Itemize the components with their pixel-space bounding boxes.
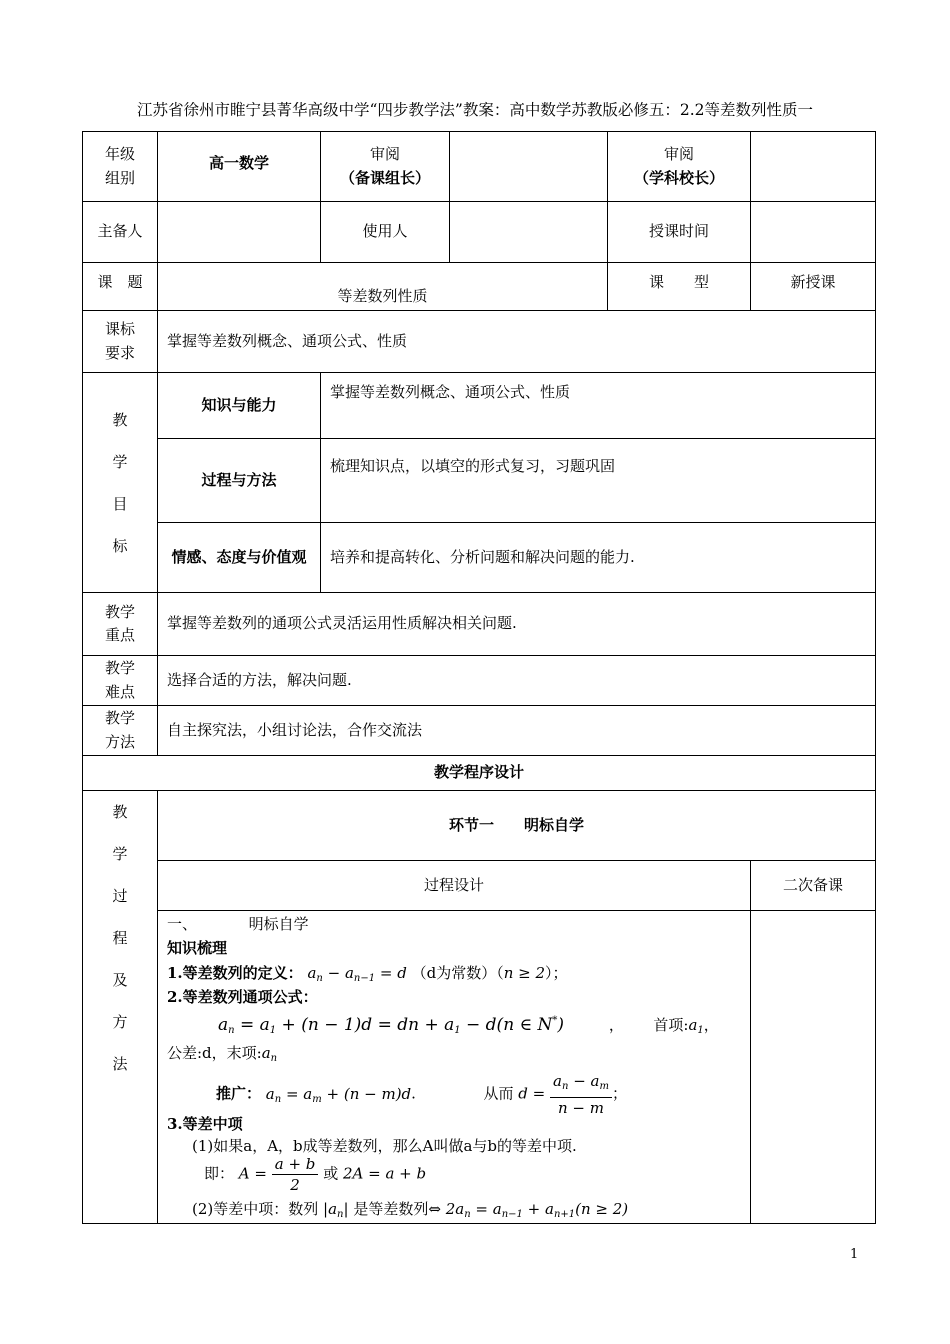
program-title: 教学程序设计 xyxy=(83,756,876,791)
topic-value: 等差数列性质 xyxy=(158,263,608,311)
knowledge-summary-heading: 知识梳理 xyxy=(167,939,228,957)
row-preparer xyxy=(83,202,876,263)
goal-knowledge-value: 掌握等差数列概念、通项公式、性质 xyxy=(321,373,876,439)
review-principal-label: 审阅 （学科校长） xyxy=(608,132,751,202)
section-number: 一、 xyxy=(167,915,198,933)
process-label: 教 学 过 程 及 方 法 xyxy=(83,791,158,1224)
row-difficulty xyxy=(83,656,876,706)
goals-label: 教 学 目 标 xyxy=(83,373,158,593)
section-title: 明标自学 xyxy=(248,915,309,933)
difficulty-value: 选择合适的方法，解决问题. xyxy=(158,656,876,706)
goal-process-label: 过程与方法 xyxy=(158,439,321,523)
generalization-line: 推广： $a_n = a_m + (n - m)d$. 从而 d = $\frac{a_n - a_m}{n - m}$ ； xyxy=(216,1072,627,1117)
curriculum-label: 课标 要求 xyxy=(83,311,158,373)
arithmetic-mean-formula: 即： A = $\frac{a + b}{2}$ 或 2A = a + b xyxy=(204,1155,427,1194)
row-goal-emotion xyxy=(83,523,876,593)
time-value xyxy=(751,202,876,263)
curriculum-value: 掌握等差数列概念、通项公式、性质 xyxy=(158,311,876,373)
arithmetic-mean-def: (1)如果a，A，b成等差数列，那么A叫做a与b的等差中项. xyxy=(192,1137,577,1155)
preparer-label: 主备人 xyxy=(83,202,158,263)
type-value: 新授课 xyxy=(751,263,876,311)
difficulty-label: 教学 难点 xyxy=(83,656,158,706)
goal-process-value: 梳理知识点，以填空的形式复习，习题巩固 xyxy=(321,439,876,523)
arithmetic-mean-criterion: (2)等差中项：数列 $|a_n|$ 是等差数列⇔ $2a_n = a_{n-1} + a_{n+1}(n \ge 2)$ xyxy=(192,1200,629,1220)
row-process-headers xyxy=(83,861,876,911)
lesson-plan-table xyxy=(82,131,876,1224)
user-label: 使用人 xyxy=(321,202,450,263)
row-method xyxy=(83,706,876,756)
arithmetic-mean-heading: 3.等差中项 xyxy=(167,1115,243,1133)
key-point-label: 教学 重点 xyxy=(83,593,158,656)
stage-title: 环节一 明标自学 xyxy=(158,791,876,861)
col-process-design: 过程设计 xyxy=(158,861,751,911)
row-grade xyxy=(83,132,876,202)
type-label: 课 型 xyxy=(608,263,751,311)
user-value xyxy=(450,202,608,263)
row-curriculum xyxy=(83,311,876,373)
key-point-value: 掌握等差数列的通项公式灵活运用性质解决相关问题. xyxy=(158,593,876,656)
preparer-value xyxy=(158,202,321,263)
grade-label: 年级 组别 xyxy=(83,132,158,202)
row-process-content xyxy=(83,911,876,1224)
grade-value: 高一数学 xyxy=(158,132,321,202)
row-goal-knowledge xyxy=(83,373,876,439)
review-group-leader-label: 审阅 （备课组长） xyxy=(321,132,450,202)
common-difference-line: 公差:d，末项$:a_n$ xyxy=(167,1044,278,1064)
process-design-content xyxy=(158,911,751,1224)
goal-knowledge-label: 知识与能力 xyxy=(158,373,321,439)
second-prep-content xyxy=(751,911,876,1224)
review-principal-value xyxy=(751,132,876,202)
goal-emotion-label: 情感、态度与价值观 xyxy=(158,523,321,593)
method-value: 自主探究法，小组讨论法，合作交流法 xyxy=(158,706,876,756)
method-label: 教学 方法 xyxy=(83,706,158,756)
row-stage xyxy=(83,791,876,861)
document-header: 江苏省徐州市睢宁县菁华高级中学“四步教学法”教案：高中数学苏教版必修五：2.2等差数列性质一 xyxy=(136,101,813,119)
row-topic xyxy=(83,263,876,311)
general-term-formula: $a_n = a_1 + (n - 1)d$ = dn + $a_1 - d(n$ ∈ N*) ， 首项$:a_1$， xyxy=(218,1015,719,1036)
col-second-prep: 二次备课 xyxy=(751,861,876,911)
review-group-leader-value xyxy=(450,132,608,202)
time-label: 授课时间 xyxy=(608,202,751,263)
row-program-title xyxy=(83,756,876,791)
page-number: 1 xyxy=(850,1247,859,1262)
definition-line: 1.等差数列的定义： $a_n - a_{n-1} = d$ （d为常数）（n ≥ 2）； xyxy=(167,964,568,984)
goal-emotion-value: 培养和提高转化、分析问题和解决问题的能力. xyxy=(321,523,876,593)
topic-label: 课 题 xyxy=(83,263,158,311)
row-key-point xyxy=(83,593,876,656)
row-goal-process xyxy=(83,439,876,523)
general-term-heading: 2.等差数列通项公式： xyxy=(167,988,318,1006)
